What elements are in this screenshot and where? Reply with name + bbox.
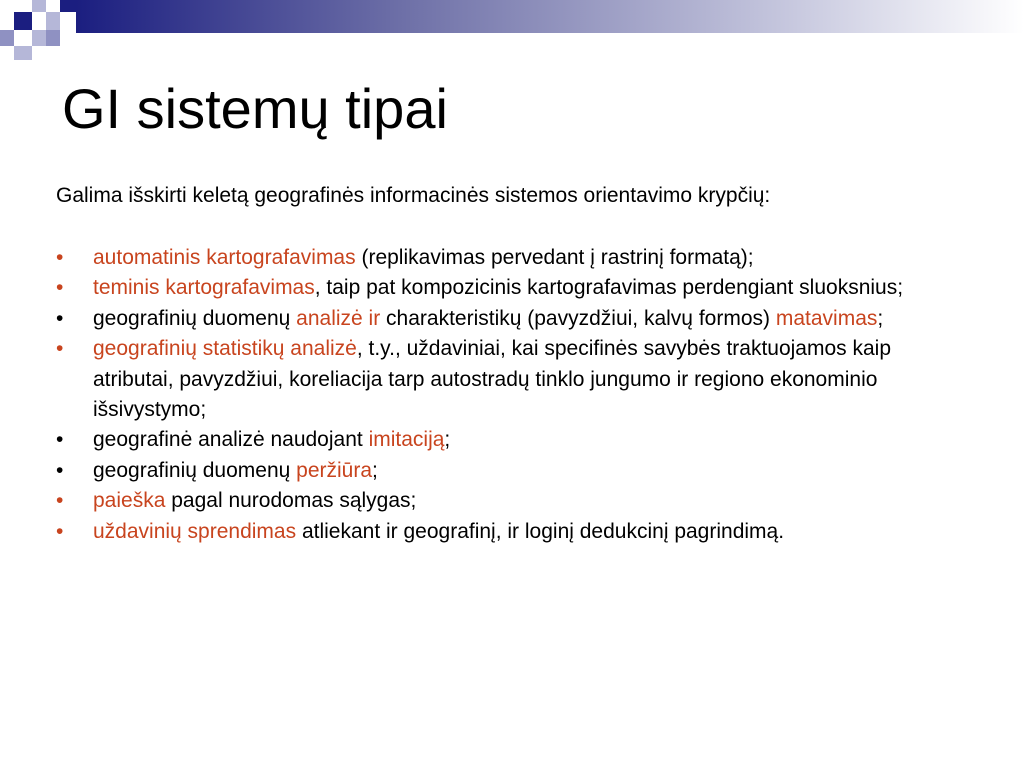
corner-square-light [46, 12, 60, 30]
list-item-text: geografinių duomenų [93, 458, 297, 482]
slide-title: GI sistemų tipai [62, 77, 448, 140]
corner-square-dark [14, 12, 32, 30]
list-item [56, 486, 956, 516]
highlighted-term: analizė ir [296, 306, 381, 330]
highlighted-term: matavimas [775, 306, 878, 330]
header-gradient-band [76, 0, 1024, 33]
bullet-dot-icon: • [56, 489, 64, 513]
corner-square-light [32, 30, 46, 46]
bullet-dot-icon: • [56, 276, 64, 300]
highlighted-term: automatinis kartografavimas [93, 246, 356, 269]
highlighted-term: geografinių statistikų analizė [93, 337, 357, 361]
list-item-text: , t.y., uždaviniai, kai specifinės savybės traktuojamos kaip atributai, pavyzdžiui, koreliacija tarp autostradų tinklo jungumo ir regiono ekonominio išsivystymo; [93, 337, 892, 422]
corner-square-dark [60, 0, 76, 12]
intro-text: Galima išskirti keletą geografinės informacinės sistemos orientavimo krypčių: [56, 184, 771, 207]
list-item [56, 243, 956, 273]
bullet-dot-icon: • [56, 246, 64, 269]
highlighted-term: uždavinių sprendimas [93, 519, 297, 543]
list-item-text: , taip pat kompozicinis kartografavimas perdengiant sluoksnius; [314, 276, 904, 300]
highlighted-term: paieška [93, 489, 166, 513]
list-item-text: (replikavimas pervedant į rastrinį formatą); [355, 246, 754, 269]
list-item [56, 517, 956, 547]
list-item-text: charakteristikų (pavyzdžiui, kalvų formos) [380, 306, 776, 330]
bullet-dot-icon: • [56, 337, 64, 361]
bullet-dot-icon: • [56, 519, 64, 543]
list-item [56, 334, 956, 425]
list-item-text: ; [372, 458, 378, 482]
list-item-text: ; [877, 306, 884, 330]
list-item [56, 304, 956, 334]
corner-square-light [14, 46, 32, 60]
corner-square-mid [46, 30, 60, 46]
bullet-dot-icon: • [56, 306, 64, 330]
highlighted-term: peržiūra [296, 458, 373, 482]
bullet-dot-icon: • [56, 458, 64, 482]
list-item [56, 273, 956, 303]
highlighted-term: imitaciją [368, 428, 445, 452]
list-item [56, 425, 956, 455]
corner-square-light [32, 0, 46, 12]
highlighted-term: teminis kartografavimas [93, 276, 315, 300]
list-item-text: geografinių duomenų [93, 306, 297, 330]
list-item-text: ; [444, 428, 451, 452]
bullet-dot-icon: • [56, 428, 64, 452]
list-item-text: geografinė analizė naudojant [93, 428, 369, 452]
list-item [56, 456, 956, 486]
bullet-list [56, 243, 956, 547]
list-item-text: pagal nurodomas sąlygas; [165, 489, 417, 513]
corner-square-mid [0, 30, 14, 46]
list-item-text: atliekant ir geografinį, ir loginį dedukcinį pagrindimą. [296, 519, 785, 543]
